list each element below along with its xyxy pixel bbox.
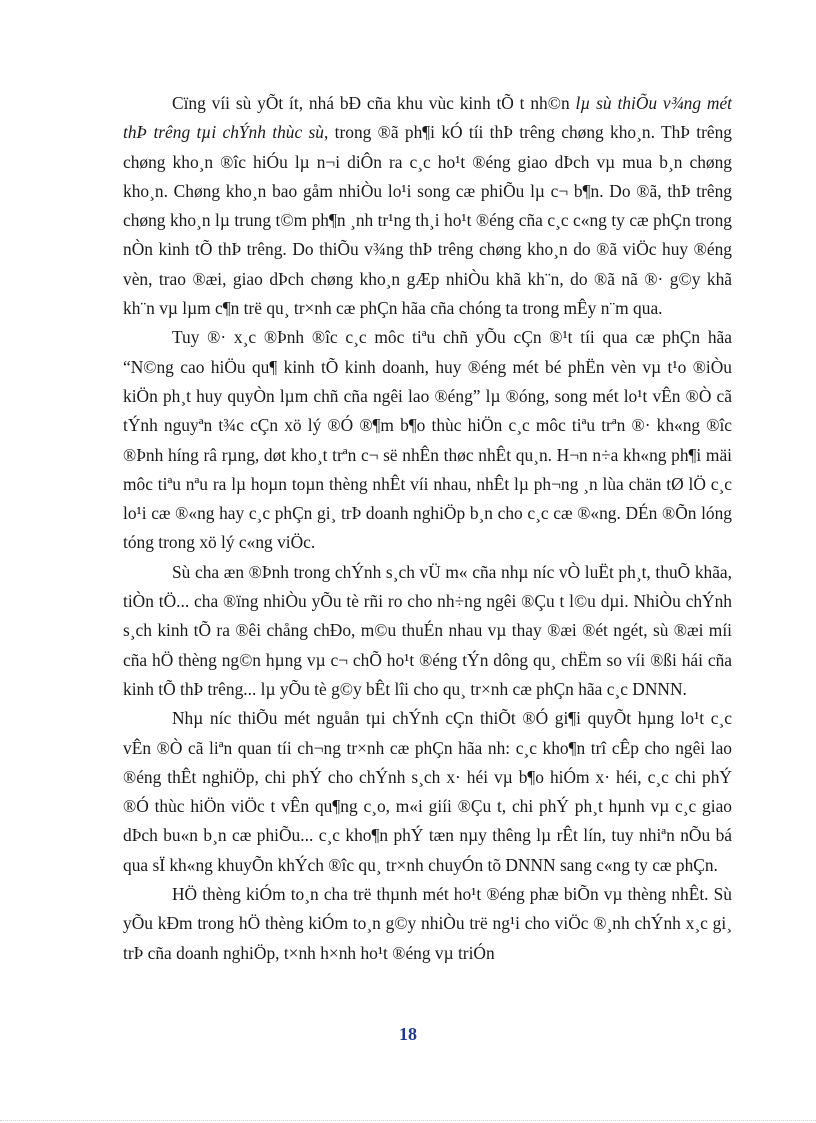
- paragraph-1-text-after: , trong ®ã ph¶i kÓ tíi thÞ trêng chøng kho¸n. ThÞ trêng chøng kho¸n ®îc hiÓu lµ n¬i diÔn ra c¸c ho¹t ®éng giao dÞch vµ mua b¸n chøng kho¸n. Chøng kho¸n bao gåm nhiÒu lo¹i song cæ phiÕu lµ c¬ b¶n. Do ®ã, thÞ trêng chøng kho¸n lµ trung t©m ph¶n ¸nh tr¹ng th¸i ho¹t ®éng cña c¸c c«ng ty cæ phÇn trong nÒn kinh tÕ thÞ trêng. Do thiÕu v¾ng thÞ trêng chøng kho¸n do ®ã viÖc huy ®éng vèn, trao ®æi, giao dÞch chøng kho¸n gÆp nhiÒu khã kh¨n, do ®ã nã ®· g©y khã kh¨n vµ lµm c¶n trë qu¸ tr×nh cæ phÇn hãa cña chóng ta trong mÊy n¨m qua.: [123, 122, 732, 319]
- paragraph-4-text: Nhµ níc thiÕu mét nguån tµi chÝnh cÇn thiÕt ®Ó gi¶i quyÕt hµng lo¹t c¸c vÊn ®Ò cã liªn quan tíi ch¬ng tr×nh cæ phÇn hãa nh: c¸c kho¶n trî cÊp cho ngêi lao ®éng thÊt nghiÖp, chi phÝ cho chÝnh s¸ch x· héi vµ b¶o hiÓm x· héi, c¸c chi phÝ ®Ó thùc hiÖn viÖc t vÊn qu¶ng c¸o, m«i giíi ®Çu t, chi phÝ ph¸t hµnh vµ c¸c giao dÞch bu«n b¸n cæ phiÕu... c¸c kho¶n phÝ tæn nµy thêng lµ rÊt lín, tuy nhiªn nÕu bá qua sÏ kh«ng khuyÕn khÝch ®îc qu¸ tr×nh chuyÓn tõ DNNN sang c«ng ty cæ phÇn.: [123, 708, 732, 875]
- paragraph-1-text-before: Cïng víi sù yÕt ít, nhá bÐ cña khu vùc kinh tÕ t nh©n: [172, 93, 576, 113]
- paragraph-5: [123, 880, 732, 968]
- paragraph-2: [123, 323, 732, 557]
- paragraph-3-text: Sù cha æn ®Þnh trong chÝnh s¸ch vÜ m« cña nhµ níc vÒ luËt ph¸t, thuÕ khãa, tiÒn tÖ... cha ®ïng nhiÒu yÕu tè rñi ro cho nh÷ng ngêi ®Çu t l©u dµi. NhiÒu chÝnh s¸ch kinh tÕ ra ®êi chång chÐo, m©u thuÉn nhau vµ thay ®æi ®ét ngét, sù ®æi míi cña hÖ thèng ng©n hµng vµ c¬ chÕ ho¹t ®éng tÝn dông qu¸ chËm so víi ®ßi hái cña kinh tÕ thÞ trêng... lµ yÕu tè g©y bÊt lîi cho qu¸ tr×nh cæ phÇn hãa c¸c DNNN.: [123, 561, 732, 699]
- paragraph-3: [123, 558, 732, 704]
- paragraph-1-italic-phrase: lµ sù thiÕu v¾ng mét thÞ trêng tµi chÝnh thùc sù: [123, 93, 732, 143]
- paragraph-4: [123, 704, 732, 880]
- page-number: 18: [399, 1024, 417, 1044]
- paragraph-1: [123, 89, 732, 323]
- page-bottom-divider: [0, 1120, 816, 1121]
- paragraph-5-text: HÖ thèng kiÓm to¸n cha trë thµnh mét ho¹t ®éng phæ biÕn vµ thèng nhÊt. Sù yÕu kÐm trong hÖ thèng kiÓm to¸n g©y nhiÒu trë ng¹i cho viÖc ®¸nh chÝnh x¸c gi¸ trÞ cña doanh nghiÖp, t×nh h×nh ho¹t ®éng vµ triÓn: [123, 884, 732, 963]
- body-text: [123, 89, 732, 968]
- paragraph-2-text: Tuy ®· x¸c ®Þnh ®îc c¸c môc tiªu chñ yÕu cÇn ®¹t tíi qua cæ phÇn hãa “N©ng cao hiÖu qu¶ kinh tÕ kinh doanh, huy ®éng mét bé phËn vèn vµ t¹o ®iÒu kiÖn ph¸t huy quyÒn lµm chñ cña ngêi lao ®éng” lµ ®óng, song mét lo¹t vÊn ®Ò cã tÝnh nguyªn t¾c cÇn xö lý ®Ó ®¶m b¶o thùc hiÖn c¸c môc tiªu trªn ®· kh«ng ®îc ®Þnh híng râ rµng, døt kho¸t trªn c¬ së nhÊn thøc nhÊt qu¸n. H¬n n÷a kh«ng ph¶i mäi môc tiªu nªu ra lµ hoµn toµn thèng nhÊt víi nhau, nhÊt lµ ph¬ng ¸n lùa chän tØ lÖ c¸c lo¹i cæ ®«ng hay c¸c phÇn gi¸ trÞ doanh nghiÖp b¸n cho c¸c cæ ®«ng. DÉn ®Õn lóng tóng trong xö lý c«ng viÖc.: [123, 327, 732, 553]
